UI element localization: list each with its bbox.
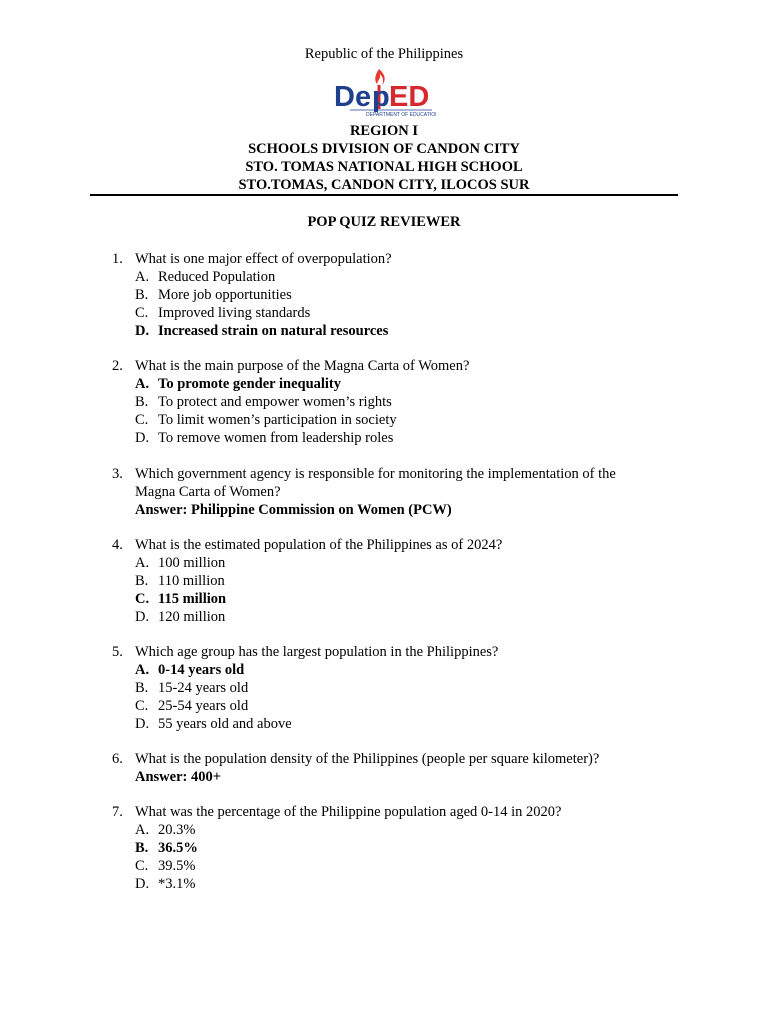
- correct-option-letter: A.: [135, 662, 150, 678]
- document-title: POP QUIZ REVIEWER: [307, 214, 461, 230]
- option-text: To limit women’s participation in society: [158, 412, 397, 428]
- option-letter: A.: [135, 269, 150, 285]
- address-line: STO.TOMAS, CANDON CITY, ILOCOS SUR: [238, 177, 530, 193]
- option-text: 55 years old and above: [158, 716, 292, 732]
- question-stem-line-2: Magna Carta of Women?: [135, 484, 281, 500]
- logo-subtext: DEPARTMENT OF EDUCATION: [366, 112, 436, 118]
- answer-text: Answer: Philippine Commission on Women (PCW): [135, 502, 452, 518]
- question-stem-line-1: Which government agency is responsible for monitoring the implementation of the: [135, 466, 616, 482]
- question-number: 4.: [112, 537, 123, 553]
- option-letter: D.: [135, 609, 150, 625]
- option-text: More job opportunities: [158, 287, 292, 303]
- question-stem: What is one major effect of overpopulation?: [135, 251, 392, 267]
- option-letter: D.: [135, 876, 150, 892]
- division-line: SCHOOLS DIVISION OF CANDON CITY: [248, 141, 520, 157]
- deped-logo: [332, 66, 436, 122]
- logo-text-dep: De: [334, 81, 372, 113]
- question-stem: What is the population density of the Philippines (people per square kilometer)?: [135, 751, 600, 767]
- correct-option-text: 36.5%: [158, 840, 198, 856]
- question-number: 2.: [112, 358, 123, 374]
- svg-text:p: p: [372, 81, 390, 113]
- option-letter: C.: [135, 858, 149, 874]
- header-divider: [90, 194, 678, 196]
- republic-heading: Republic of the Philippines: [304, 46, 464, 62]
- option-letter: A.: [135, 822, 150, 838]
- correct-option-text: Increased strain on natural resources: [158, 323, 389, 339]
- option-text: To protect and empower women’s rights: [158, 394, 392, 410]
- correct-option-text: 0-14 years old: [158, 662, 245, 678]
- option-text: Reduced Population: [158, 269, 276, 285]
- correct-option-letter: D.: [135, 323, 150, 339]
- school-header: [0, 122, 768, 194]
- question-number: 6.: [112, 751, 123, 767]
- option-letter: C.: [135, 412, 149, 428]
- logo-text-ed: ED: [389, 81, 430, 113]
- question-number: 7.: [112, 804, 123, 820]
- answer-text: Answer: 400+: [135, 769, 221, 785]
- option-text: *3.1%: [158, 876, 196, 892]
- correct-option-letter: A.: [135, 376, 150, 392]
- question-number: 5.: [112, 644, 123, 660]
- option-text: 120 million: [158, 609, 226, 625]
- correct-option-letter: C.: [135, 591, 150, 607]
- question-number: 1.: [112, 251, 123, 267]
- option-text: 110 million: [158, 573, 225, 589]
- option-letter: A.: [135, 555, 150, 571]
- correct-option-text: To promote gender inequality: [158, 376, 342, 392]
- option-letter: C.: [135, 698, 149, 714]
- option-text: Improved living standards: [158, 305, 311, 321]
- question-stem: What is the estimated population of the Philippines as of 2024?: [135, 537, 503, 553]
- option-text: 39.5%: [158, 858, 196, 874]
- option-letter: B.: [135, 394, 149, 410]
- option-letter: C.: [135, 305, 149, 321]
- option-text: 100 million: [158, 555, 226, 571]
- option-letter: D.: [135, 430, 150, 446]
- option-text: 25-54 years old: [158, 698, 249, 714]
- option-letter: B.: [135, 573, 149, 589]
- option-text: 20.3%: [158, 822, 196, 838]
- school-line: STO. TOMAS NATIONAL HIGH SCHOOL: [245, 159, 523, 175]
- option-letter: B.: [135, 287, 149, 303]
- correct-option-text: 115 million: [158, 591, 227, 607]
- option-letter: B.: [135, 680, 149, 696]
- option-text: 15-24 years old: [158, 680, 249, 696]
- correct-option-letter: B.: [135, 840, 149, 856]
- question-number: 3.: [112, 466, 123, 482]
- question-stem: Which age group has the largest population in the Philippines?: [135, 644, 499, 660]
- option-text: To remove women from leadership roles: [158, 430, 394, 446]
- option-letter: D.: [135, 716, 150, 732]
- region-line: REGION I: [349, 123, 419, 139]
- question-stem: What was the percentage of the Philippine population aged 0-14 in 2020?: [135, 804, 562, 820]
- deped-logo-graphic: [332, 66, 436, 122]
- question-stem: What is the main purpose of the Magna Carta of Women?: [135, 358, 470, 374]
